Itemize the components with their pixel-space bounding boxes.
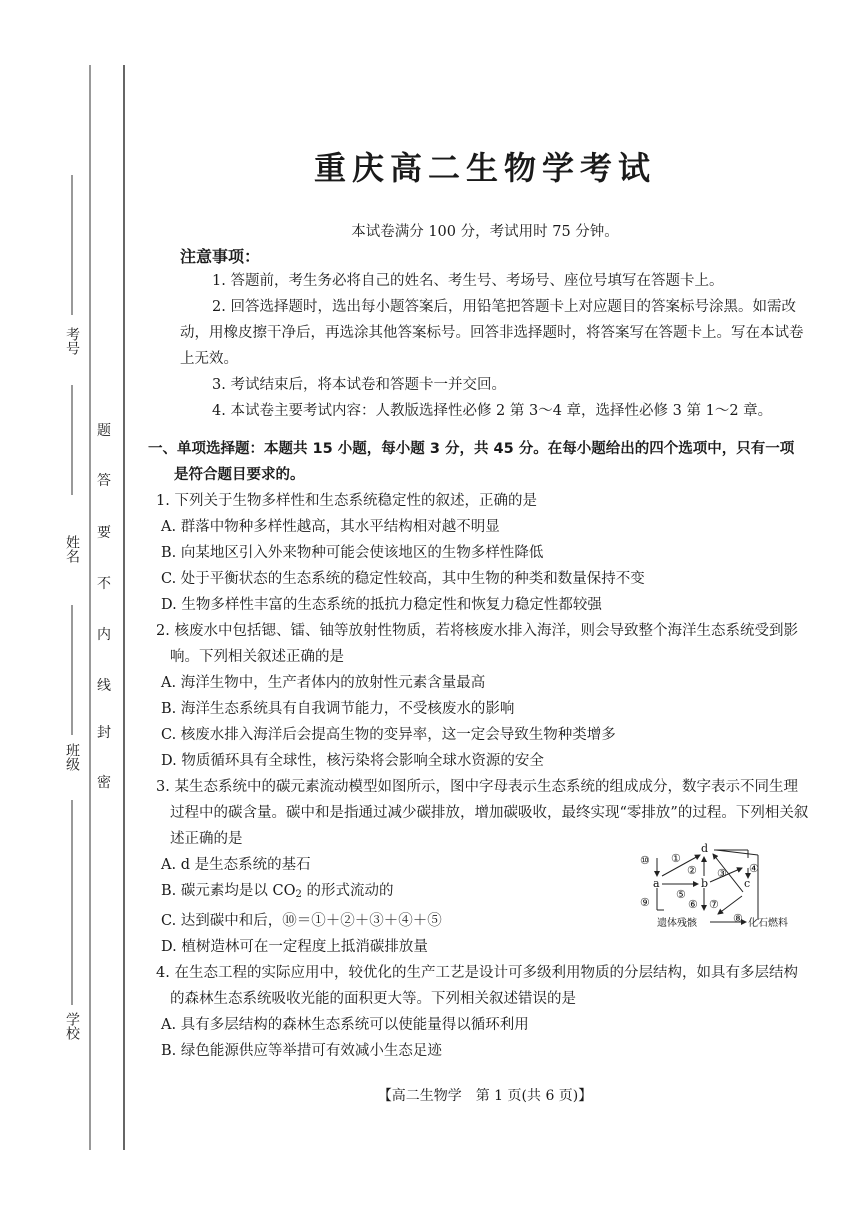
diagram-node-c: c — [744, 877, 751, 890]
question — [148, 618, 810, 774]
exam-info: 本试卷满分 100 分，考试用时 75 分钟。 — [351, 224, 619, 240]
question — [148, 488, 810, 618]
subscript: 2 — [295, 889, 302, 900]
exam-number-label: 考号 — [64, 327, 80, 355]
option-c: C. 达到碳中和后，⑩＝①＋②＋③＋④＋⑤ — [161, 913, 442, 929]
option-c: C. 核废水排入海洋后会提高生物的变异率，这一定会导致生物种类增多 — [161, 727, 616, 743]
option-b: B. 绿色能源供应等举措可有效减小生态足迹 — [161, 1043, 442, 1059]
option-b-tail: 的形式流动的 — [301, 883, 394, 899]
carbon-cycle-diagram — [638, 840, 813, 936]
diagram-node-d: d — [701, 842, 709, 855]
seal-char: 线 — [97, 678, 111, 694]
option-b: B. 向某地区引入外来物种可能会使该地区的生物多样性降低 — [161, 545, 544, 561]
question-section — [148, 436, 810, 1064]
notice-item: 3. 考试结束后，将本试卷和答题卡一并交回。 — [212, 377, 506, 393]
question — [148, 960, 810, 1064]
option-d: D. 物质循环具有全球性，核污染将会影响全球水资源的安全 — [161, 753, 544, 769]
class-label: 班级 — [64, 743, 80, 771]
diagram-node-b: b — [701, 877, 709, 890]
notice-item: 2. 回答选择题时，选出每小题答案后，用铅笔把答题卡上对应题目的答案标号涂黑。如需改动，用橡皮擦干净后，再选涂其他答案标号。回答非选择题时，将答案写在答题卡上。写在本试卷上无效。 — [180, 299, 804, 367]
seal-char: 密 — [97, 775, 111, 791]
diagram-num-5: ⑤ — [676, 888, 686, 901]
page-footer: 【高二生物学 第 1 页(共 6 页)】 — [377, 1088, 593, 1104]
notice-heading: 注意事项： — [180, 247, 261, 266]
diagram-num-1: ① — [671, 852, 681, 865]
diagram-label-fossil-fuel: 化石燃料 — [748, 918, 788, 929]
notice-item: 1. 答题前，考生务必将自己的姓名、考生号、考场号、座位号填写在答题卡上。 — [212, 273, 724, 289]
diagram-label-remains: 遗体残骸 — [657, 918, 697, 929]
question-stem: 3. 某生态系统中的碳元素流动模型如图所示，图中字母表示生态系统的组成成分，数字表示不同生理过程中的碳含量。碳中和是指通过减少碳排放，增加碳吸收，最终实现“零排放”的过程。下列相关叙述正确的是 — [156, 779, 809, 847]
option-c: C. 处于平衡状态的生态系统的稳定性较高，其中生物的种类和数量保持不变 — [161, 571, 645, 587]
seal-char: 答 — [97, 473, 111, 489]
diagram-num-8: ⑧ — [733, 912, 743, 925]
question-stem: 4. 在生态工程的实际应用中，较优化的生产工艺是设计可多级利用物质的分层结构，如具有多层结构的森林生态系统吸收光能的面积更大等。下列相关叙述错误的是 — [156, 965, 798, 1007]
section-heading-line: 一、单项选择题：本题共 15 小题，每小题 3 分，共 45 分。在每小题给出的四个选项中，只有一项 — [148, 441, 795, 457]
seal-char: 封 — [97, 725, 111, 741]
option-a: A. d 是生态系统的基石 — [161, 857, 311, 873]
seal-char: 题 — [97, 423, 111, 439]
school-label: 学校 — [64, 1012, 80, 1040]
section-heading-line: 是符合题目要求的。 — [174, 467, 305, 483]
notice-item: 4. 本试卷主要考试内容：人教版选择性必修 2 第 3～4 章，选择性必修 3 第 1～2 章。 — [212, 403, 773, 419]
section-heading — [148, 436, 810, 488]
diagram-num-9: ⑨ — [640, 896, 650, 909]
diagram-num-7: ⑦ — [709, 898, 719, 911]
seal-char: 内 — [97, 627, 111, 643]
option-b: B. 海洋生态系统具有自我调节能力，不受核废水的影响 — [161, 701, 515, 717]
option-a: A. 具有多层结构的森林生态系统可以使能量得以循环利用 — [161, 1017, 529, 1033]
diagram-num-2: ② — [687, 864, 697, 877]
diagram-num-6: ⑥ — [688, 898, 698, 911]
question-stem: 2. 核废水中包括锶、镭、铀等放射性物质，若将核废水排入海洋，则会导致整个海洋生态系统受到影响。下列相关叙述正确的是 — [156, 623, 798, 665]
name-label: 姓名 — [64, 535, 80, 563]
diagram-num-10: ⑩ — [640, 854, 650, 867]
page-title: 重庆高二生物学考试 — [313, 149, 656, 187]
seal-char: 要 — [97, 525, 111, 541]
question-stem: 1. 下列关于生物多样性和生态系统稳定性的叙述，正确的是 — [156, 493, 537, 509]
diagram-num-3: ③ — [717, 867, 727, 880]
option-d: D. 植树造林可在一定程度上抵消碳排放量 — [161, 939, 428, 955]
option-a: A. 群落中物种多样性越高，其水平结构相对越不明显 — [161, 519, 500, 535]
option-d: D. 生物多样性丰富的生态系统的抵抗力稳定性和恢复力稳定性都较强 — [161, 597, 602, 613]
seal-char: 不 — [97, 576, 111, 592]
option-b-text: B. 碳元素均是以 CO — [161, 883, 296, 899]
option-a: A. 海洋生物中，生产者体内的放射性元素含量最高 — [161, 675, 486, 691]
diagram-num-4: ④ — [749, 862, 759, 875]
notice-list — [180, 268, 805, 424]
diagram-node-a: a — [653, 877, 660, 890]
